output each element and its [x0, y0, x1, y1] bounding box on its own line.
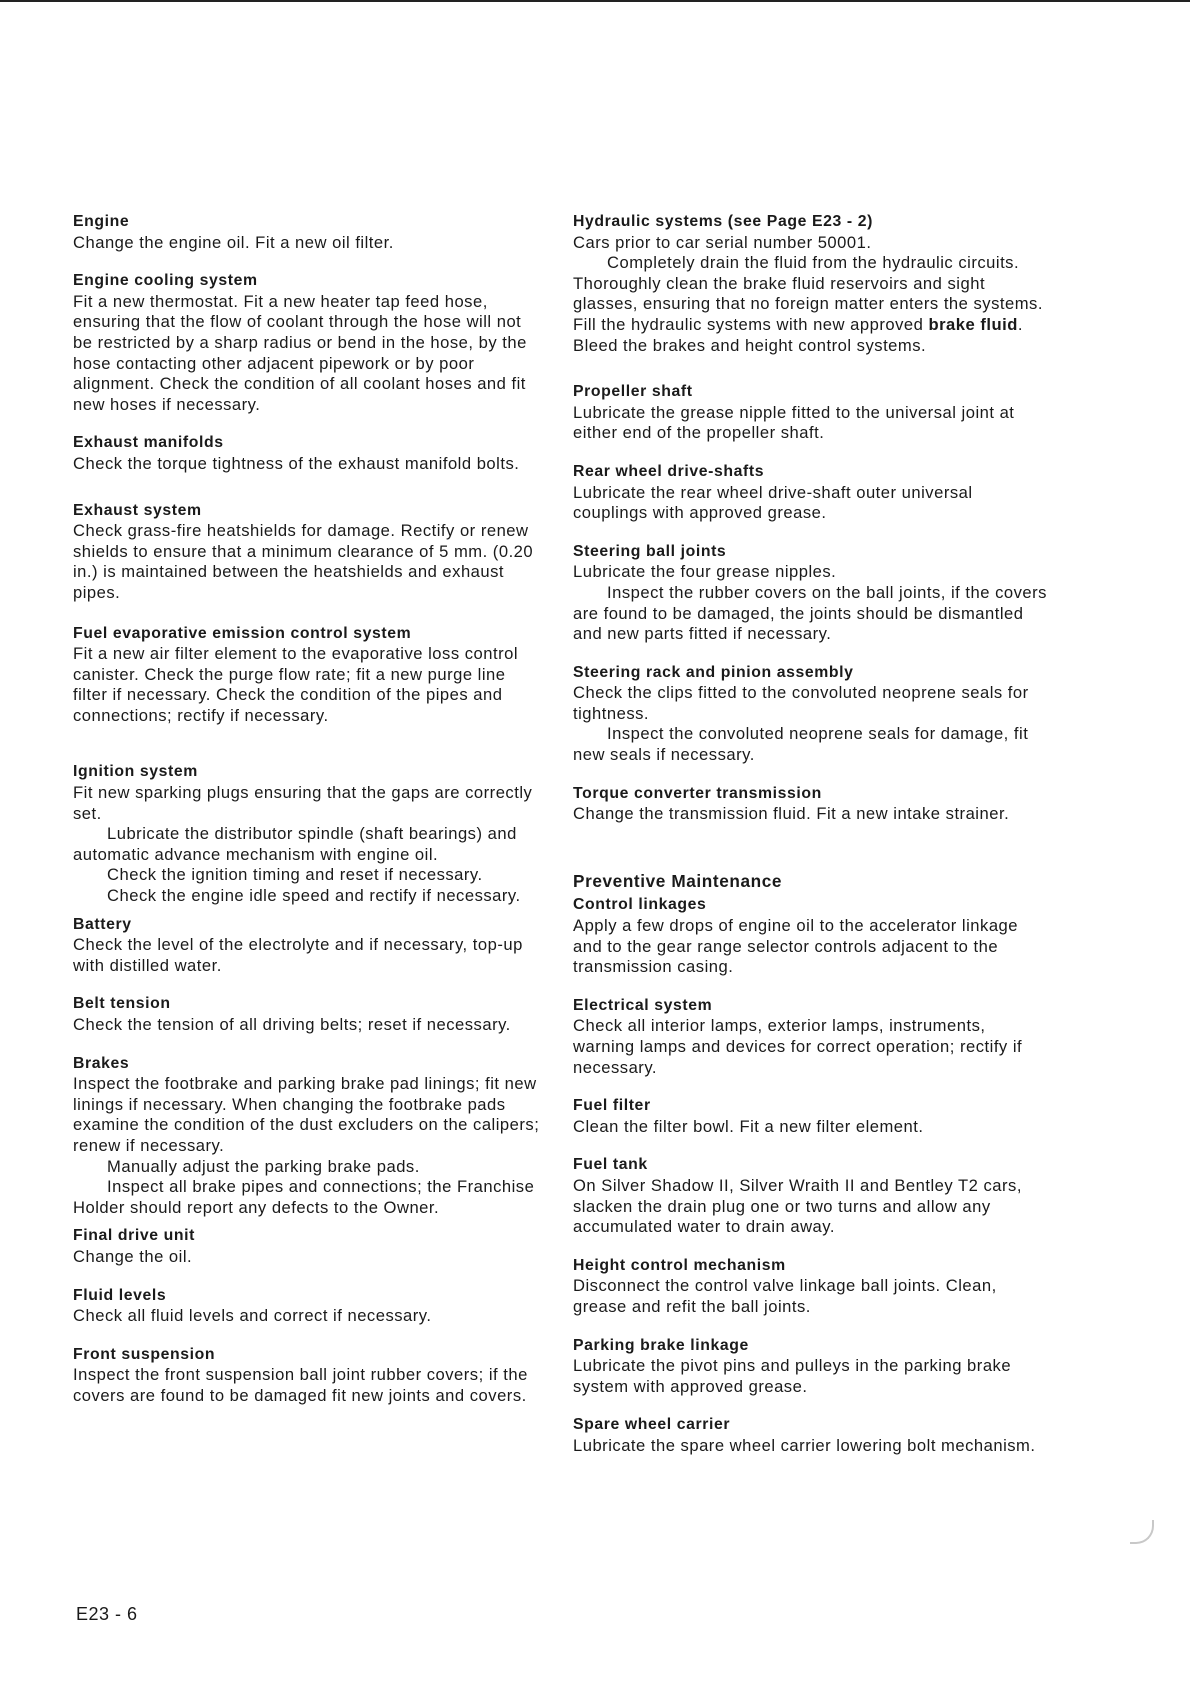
section-text: Change the engine oil. Fit a new oil filter. — [73, 232, 394, 252]
section-text: On Silver Shadow II, Silver Wraith II and Bentley T2 cars, slacken the drain plug one or two turns and allow any accumulated water to drain away. — [573, 1175, 1022, 1237]
section-text: Check all fluid levels and correct if necessary. — [73, 1306, 432, 1326]
section-text — [573, 253, 1048, 356]
section-heading: Exhaust manifolds — [73, 434, 224, 452]
bold-term: brake fluid — [928, 314, 1018, 334]
section-fuel-tank — [573, 1155, 1048, 1237]
section-text: Check all interior lamps, exterior lamps, instruments, warning lamps and devices for correct operation; rectify if necessary. — [573, 1016, 1023, 1077]
section-propeller-shaft — [573, 382, 1048, 444]
right-column — [573, 212, 1048, 1457]
section-text: Check the level of the electrolyte and if necessary, top-up with distilled water. — [73, 935, 523, 975]
section-text: Inspect the front suspension ball joint rubber covers; if the covers are found to be damaged fit new joints and covers. — [73, 1365, 528, 1405]
section-exhaust-manifolds — [73, 433, 543, 474]
section-text: Change the oil. — [73, 1246, 193, 1266]
section-fuel-evaporative-emission-control — [73, 624, 543, 727]
section-heading: Final drive unit — [73, 1227, 195, 1245]
section-text: Fit new sparking plugs ensuring that the gaps are correctly set. — [73, 783, 533, 823]
section-text: Apply a few drops of engine oil to the accelerator linkage and to the gear range selector controls adjacent to the transmission casing. — [573, 916, 1019, 977]
section-text: Lubricate the spare wheel carrier lowering bolt mechanism. — [573, 1435, 1036, 1455]
text-run: . Bleed the brakes and height control systems. — [573, 314, 1023, 355]
section-heading: Exhaust system — [73, 501, 202, 519]
section-heading: Hydraulic systems (see Page E23 - 2) — [573, 213, 873, 230]
section-heading: Engine cooling system — [73, 272, 258, 290]
section-text: Check the clips fitted to the convoluted neoprene seals for tightness. — [573, 683, 1029, 723]
section-text: Fit a new thermostat. Fit a new heater tap feed hose, ensuring that the flow of coolant through the hose will not be restricted by a sharp radius or bend in the hose, by the hose contacting other adjacent pipework or by poor alignment. Check the condition of all coolant hoses and fit new hoses if necessary. — [73, 291, 527, 414]
section-text: Change the transmission fluid. Fit a new intake strainer. — [573, 804, 1010, 824]
section-heading: Torque converter transmission — [573, 784, 822, 802]
section-text: Check the ignition timing and reset if necessary. — [107, 865, 483, 885]
scan-mark — [1130, 1520, 1154, 1544]
text-run: Completely drain the fluid from the hydraulic circuits. Thoroughly clean the brake fluid reservoirs and sight glasses, ensuring that no foreign matter enters the systems. Fill the hydraulic systems with new approved — [573, 253, 1043, 334]
section-steering-ball-joints — [573, 542, 1048, 645]
section-front-suspension — [73, 1345, 543, 1407]
section-torque-converter-transmission — [573, 784, 1048, 825]
section-heading: Electrical system — [573, 996, 713, 1014]
section-heading: Belt tension — [73, 995, 171, 1013]
section-engine — [73, 212, 543, 253]
page-number: E23 - 6 — [76, 1604, 138, 1624]
section-hydraulic-systems — [573, 212, 1048, 356]
section-heading: Fuel filter — [573, 1097, 651, 1115]
section-text: Lubricate the pivot pins and pulleys in the parking brake system with approved grease. — [573, 1356, 1012, 1396]
section-heading: Battery — [73, 915, 132, 933]
section-text: Clean the filter bowl. Fit a new filter element. — [573, 1116, 924, 1136]
section-rear-wheel-drive-shafts — [573, 462, 1048, 524]
section-ignition-system — [73, 762, 543, 906]
group-title-preventive-maintenance: Preventive Maintenance — [573, 870, 783, 891]
section-battery — [73, 915, 543, 977]
section-text: Inspect the convoluted neoprene seals for damage, fit new seals if necessary. — [573, 724, 1029, 765]
section-heading: Height control mechanism — [573, 1256, 786, 1274]
section-text: Inspect all brake pipes and connections; the Franchise Holder should report any defects to the Owner. — [73, 1177, 535, 1217]
section-heading: Propeller shaft — [573, 383, 693, 401]
section-text: Inspect the rubber covers on the ball joints, if the covers are found to be damaged, the joints should be dismantled and new parts fitted if necessary. — [573, 582, 1047, 644]
section-belt-tension — [73, 994, 543, 1035]
section-text: Lubricate the rear wheel drive-shaft outer universal couplings with approved grease. — [573, 482, 973, 523]
section-heading: Engine — [73, 213, 130, 230]
section-heading: Parking brake linkage — [573, 1336, 749, 1354]
section-text: Lubricate the grease nipple fitted to the universal joint at either end of the propeller shaft. — [573, 402, 1015, 443]
section-text: Inspect the footbrake and parking brake pad linings; fit new linings if necessary. When changing the footbrake pads examine the condition of the dust excluders on the calipers; renew if necessary. — [73, 1074, 540, 1155]
section-fuel-filter — [573, 1096, 1048, 1137]
section-text: Lubricate the four grease nipples. — [573, 562, 837, 582]
section-heading: Front suspension — [73, 1345, 216, 1363]
section-heading: Steering ball joints — [573, 542, 727, 560]
section-heading: Fuel tank — [573, 1156, 648, 1174]
section-engine-cooling-system — [73, 271, 543, 415]
section-heading: Steering rack and pinion assembly — [573, 663, 854, 681]
section-exhaust-system — [73, 501, 543, 604]
section-spare-wheel-carrier — [573, 1415, 1048, 1456]
section-heading: Rear wheel drive-shafts — [573, 462, 765, 480]
section-heading: Spare wheel carrier — [573, 1416, 731, 1434]
section-final-drive-unit — [73, 1226, 543, 1267]
section-text: Check the engine idle speed and rectify if necessary. — [107, 886, 521, 906]
section-text: Lubricate the distributor spindle (shaft bearings) and automatic advance mechanism with engine oil. — [73, 824, 517, 864]
section-fluid-levels — [73, 1286, 543, 1327]
section-heading: Fluid levels — [73, 1286, 167, 1304]
section-text: Disconnect the control valve linkage ball joints. Clean, grease and refit the ball joints. — [573, 1276, 997, 1316]
section-control-linkages — [573, 895, 1048, 977]
page-top-rule — [0, 0, 1190, 2]
section-text: Manually adjust the parking brake pads. — [107, 1156, 420, 1176]
section-steering-rack-and-pinion — [573, 663, 1048, 766]
section-heading: Control linkages — [573, 896, 707, 914]
section-heading: Fuel evaporative emission control system — [73, 624, 412, 642]
section-heading: Ignition system — [73, 763, 198, 781]
section-text: Fit a new air filter element to the evaporative loss control canister. Check the purge flow rate; fit a new purge line filter if necessary. Check the condition of the pipes and connections; rectify if necessary. — [73, 644, 519, 725]
left-column — [73, 212, 543, 1407]
section-electrical-system — [573, 996, 1048, 1078]
section-height-control-mechanism — [573, 1256, 1048, 1318]
section-parking-brake-linkage — [573, 1336, 1048, 1398]
section-text: Check the torque tightness of the exhaust manifold bolts. — [73, 453, 520, 473]
section-heading: Brakes — [73, 1054, 130, 1072]
section-text: Check grass-fire heatshields for damage. Rectify or renew shields to ensure that a minimum clearance of 5 mm. (0.20 in.) is maintained between the heatshields and exhaust pipes. — [73, 521, 534, 602]
section-text: Check the tension of all driving belts; reset if necessary. — [73, 1015, 511, 1034]
section-brakes — [73, 1054, 543, 1219]
section-text: Cars prior to car serial number 50001. — [573, 232, 872, 252]
